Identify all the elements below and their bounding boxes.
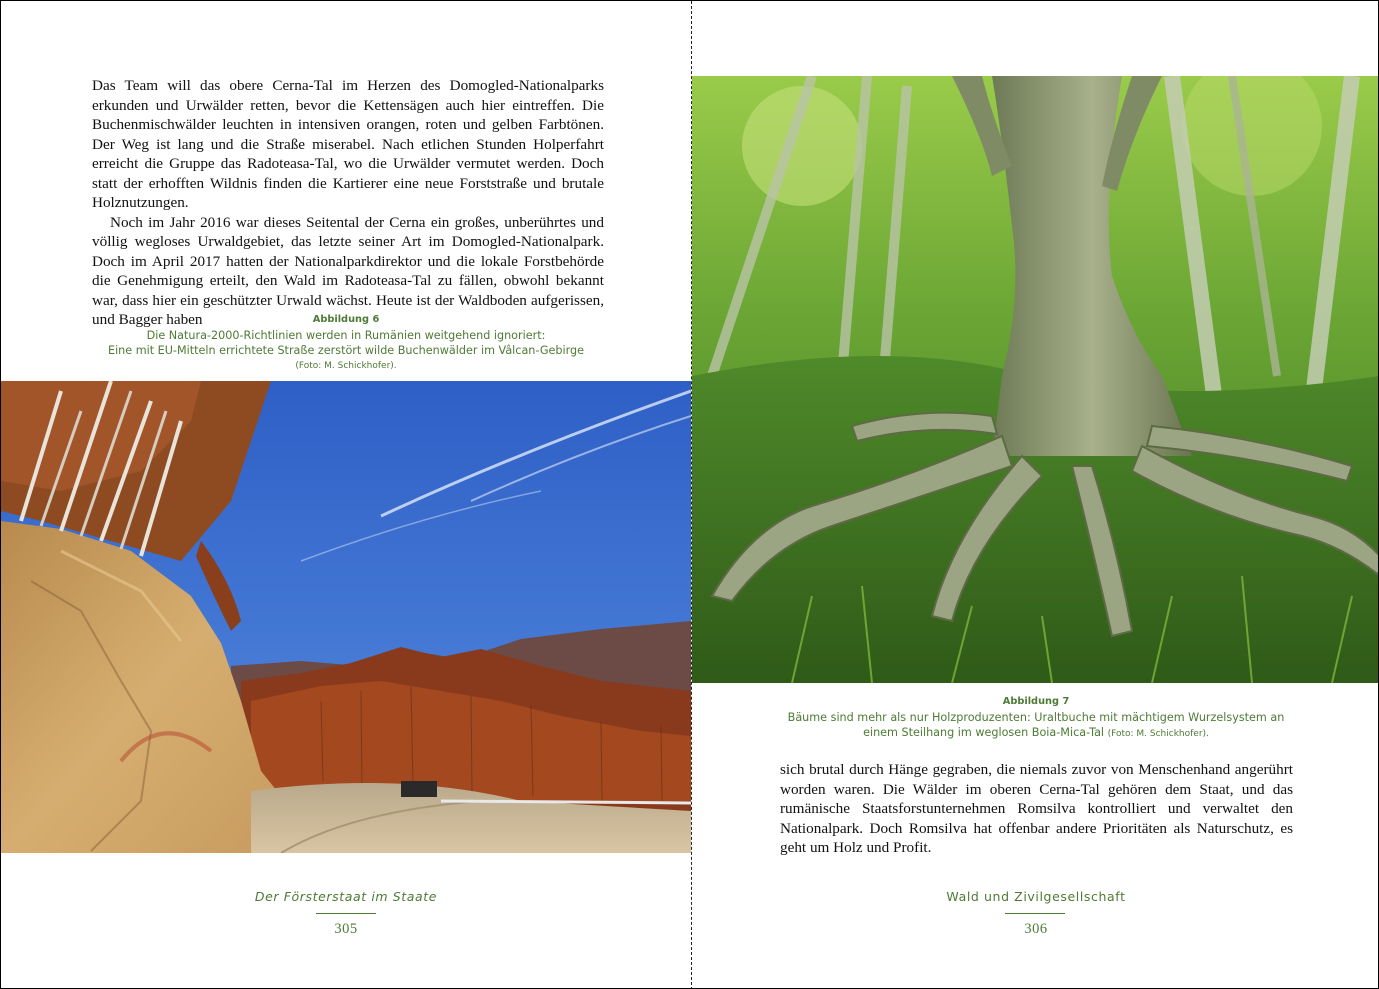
paragraph: sich brutal durch Hänge gegraben, die niemals zuvor von Menschenhand angerührt worden waren. Die Wälder im oberen Cerna-Tal gehören dem Staat, und das rumänische Staatsforstunternehmen Romsilva kontrolliert und verwaltet den Nationalpark. Doch Romsilva hat offenbar andere Prioritäten als Naturschutz, es geht um Holz und Profit. [780, 761, 1293, 856]
photo-credit: (Foto: M. Schickhofer). [295, 360, 397, 371]
figure-number: Abbildung 7 [1002, 696, 1070, 707]
caption-line: Die Natura-2000-Richtlinien werden in Rumänien weitgehend ignoriert: [146, 328, 546, 342]
running-head: Der Försterstaat im Staate [254, 889, 438, 904]
running-head: Wald und Zivilgesellschaft [946, 889, 1126, 904]
footer-rule [316, 913, 376, 914]
caption-line: einem Steilhang im weglosen Boia-Mica-Tal [863, 726, 1105, 739]
right-body-text [780, 760, 1293, 858]
photo-forest-road [1, 381, 691, 853]
caption-line-with-credit [692, 725, 1379, 743]
paragraph: Noch im Jahr 2016 war dieses Seitental der Cerna ein großes, unberührtes und völlig wegloses Urwaldgebiet, das letzte seiner Art im Domogled-Nationalpark. Doch im April 2017 hatten der Nationalparkdirektor und die lokale Forstbehörde die Genehmigung erteilt, den Wald im Radoteasa-Tal zu fällen, obwohl bekannt war, dass hier ein geschützter Urwald wächst. Heute ist der Waldboden aufgerissen, und Bagger haben [92, 213, 604, 328]
left-page [1, 1, 691, 989]
page-number: 306 [1024, 921, 1048, 937]
photo-credit: (Foto: M. Schickhofer). [1107, 729, 1209, 739]
right-page [692, 1, 1379, 989]
forest-road-illustration [1, 381, 691, 853]
figure-number: Abbildung 6 [312, 314, 380, 325]
caption-line: Eine mit EU-Mitteln errichtete Straße zerstört wilde Buchenwälder im Vâlcan-Gebirge [108, 344, 584, 357]
figure-7-caption [692, 694, 1379, 743]
footer-rule [1005, 913, 1065, 914]
paragraph: Das Team will das obere Cerna-Tal im Herzen des Domogled-Nationalparks erkunden und Urwälder retten, bevor die Kettensägen auch hier eintreffen. Die Buchenmischwälder leuchten in intensiven orangen, roten und gelben Farbtönen. Der Weg ist lang und die Straße miserabel. Nach etlichen Stunden Holperfahrt erreicht die Gruppe das Radoteasa-Tal, wo die Urwälder vermutet werden. Doch statt der erhofften Wildnis finden die Kartierer eine neue Forststraße und brutale Holznutzungen. [92, 77, 604, 211]
figure-6-caption [1, 312, 691, 374]
ancient-beech-illustration [692, 76, 1379, 683]
photo-ancient-beech [692, 76, 1379, 683]
left-body-text [92, 76, 604, 330]
page-number: 305 [334, 921, 358, 937]
caption-line: Bäume sind mehr als nur Holzproduzenten: Uraltbuche mit mächtigem Wurzelsystem an [787, 710, 1285, 724]
